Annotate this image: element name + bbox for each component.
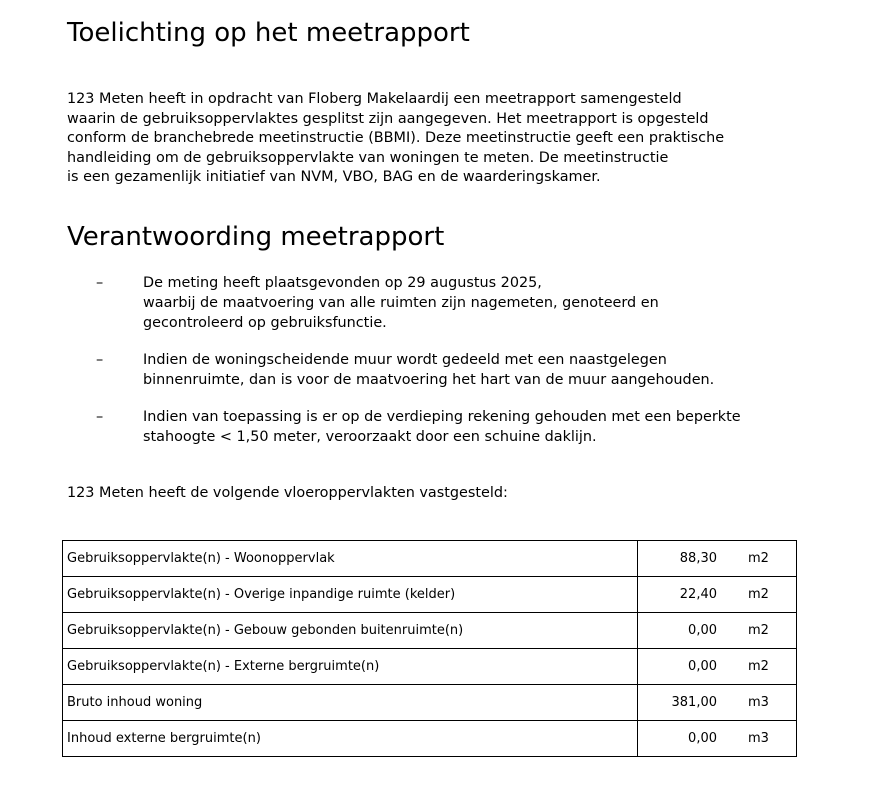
table-row (63, 721, 797, 757)
justification-list (96, 273, 741, 464)
list-item (96, 350, 741, 390)
list-item-line: stahoogte < 1,50 meter, veroorzaakt door een schuine daklijn. (143, 429, 597, 445)
intro-paragraph (67, 90, 724, 188)
row-value-cell (638, 577, 797, 613)
row-value: 0,00 (688, 659, 717, 674)
row-value: 22,40 (679, 587, 717, 602)
row-value: 0,00 (688, 623, 717, 638)
list-item-line: De meting heeft plaatsgevonden op 29 augustus 2025, (143, 275, 542, 291)
list-item-line: Indien van toepassing is er op de verdieping rekening gehouden met een beperkte (143, 409, 741, 425)
row-value: 88,30 (679, 551, 717, 566)
row-label: Gebruiksoppervlakte(n) - Externe bergruimte(n) (63, 649, 638, 685)
row-unit: m2 (748, 659, 769, 674)
table-lead-text: 123 Meten heeft de volgende vloeroppervlakten vastgesteld: (67, 485, 508, 501)
row-label: Gebruiksoppervlakte(n) - Gebouw gebonden buitenruimte(n) (63, 613, 638, 649)
list-item (96, 407, 741, 447)
intro-line: 123 Meten heeft in opdracht van Floberg Makelaardij een meetrapport samengesteld (67, 91, 682, 107)
row-value: 381,00 (671, 695, 717, 710)
table-row (63, 541, 797, 577)
row-value-cell (638, 649, 797, 685)
intro-line: waarin de gebruiksoppervlaktes gesplitst zijn aangegeven. Het meetrapport is opgesteld (67, 110, 709, 127)
row-unit: m2 (748, 623, 769, 638)
bullet-marker: – (96, 275, 104, 291)
section-heading-justification: Verantwoording meetrapport (67, 222, 445, 252)
area-table (62, 540, 797, 757)
row-unit: m2 (748, 551, 769, 566)
list-item (96, 273, 741, 333)
page-title: Toelichting op het meetrapport (67, 18, 470, 48)
row-label: Inhoud externe bergruimte(n) (63, 721, 638, 757)
row-label: Gebruiksoppervlakte(n) - Overige inpandige ruimte (kelder) (63, 577, 638, 613)
intro-line: is een gezamenlijk initiatief van NVM, VBO, BAG en de waarderingskamer. (67, 169, 601, 186)
row-value: 0,00 (688, 731, 717, 746)
row-value-cell (638, 721, 797, 757)
intro-line: handleiding om de gebruiksoppervlakte van woningen te meten. De meetinstructie (67, 149, 669, 166)
row-value-cell (638, 685, 797, 721)
list-item-line: Indien de woningscheidende muur wordt gedeeld met een naastgelegen (143, 352, 667, 368)
bullet-marker: – (96, 409, 104, 425)
row-unit: m3 (748, 695, 769, 710)
table-row (63, 577, 797, 613)
row-value-cell (638, 613, 797, 649)
list-item-line: binnenruimte, dan is voor de maatvoering het hart van de muur aangehouden. (143, 372, 715, 388)
list-item-line: waarbij de maatvoering van alle ruimten zijn nagemeten, genoteerd en (143, 295, 659, 311)
bullet-marker: – (96, 352, 104, 368)
row-unit: m3 (748, 731, 769, 746)
row-unit: m2 (748, 587, 769, 602)
row-value-cell (638, 541, 797, 577)
table-row (63, 685, 797, 721)
row-label: Bruto inhoud woning (63, 685, 638, 721)
intro-line: conform de branchebrede meetinstructie (BBMI). Deze meetinstructie geeft een praktische (67, 130, 725, 147)
list-item-line: gecontroleerd op gebruiksfunctie. (143, 315, 387, 331)
row-label: Gebruiksoppervlakte(n) - Woonoppervlak (63, 541, 638, 577)
table-row (63, 649, 797, 685)
table-row (63, 613, 797, 649)
